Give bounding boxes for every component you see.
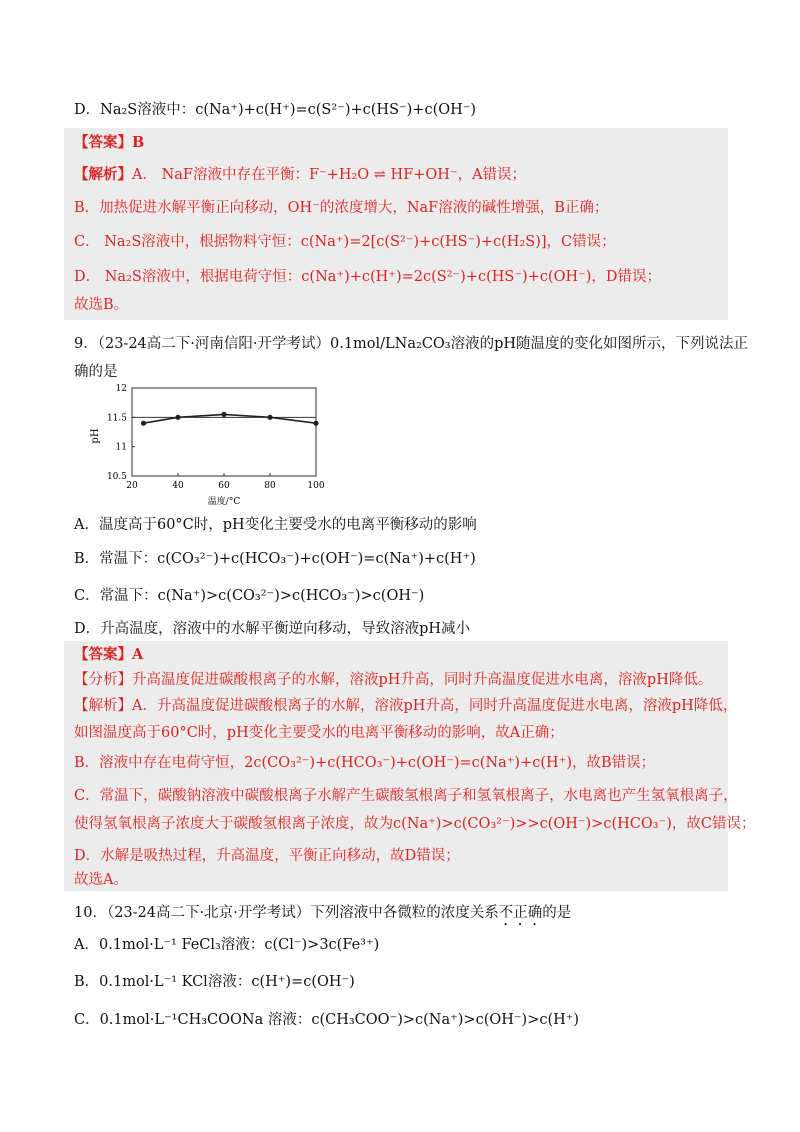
ph-temperature-chart bbox=[86, 380, 346, 510]
y-tick-label: 11.5 bbox=[106, 413, 127, 424]
q10-stem bbox=[74, 903, 571, 929]
analysis-line-a bbox=[74, 165, 526, 185]
answer-box-8 bbox=[64, 128, 728, 320]
q9-option-a: A．温度高于60°C时，pH变化主要受水的电离平衡移动的影响 bbox=[74, 517, 477, 533]
series-line bbox=[144, 414, 317, 423]
q9-option-d: D．升高温度，溶液中的水解平衡逆向移动，导致溶液pH减小 bbox=[74, 621, 471, 637]
q9-option-c: C．常温下：c(Na⁺)>c(CO₃²⁻)>c(HCO₃⁻)>c(OH⁻) bbox=[74, 588, 425, 604]
y-tick-label: 10.5 bbox=[106, 472, 127, 482]
fenxi-line: 【分析】升高温度促进碳酸根离子的水解，溶液pH升高，同时升高温度促进水电离，溶液pH降低。 bbox=[74, 672, 713, 688]
answer-label: 【答案】B bbox=[74, 134, 145, 151]
x-tick-label: 80 bbox=[264, 481, 276, 491]
q10-stem-emphasis: 不正确 bbox=[498, 905, 543, 921]
analysis-line-b: B．加热促进水解平衡正向移动，OH⁻的浓度增大，NaF溶液的碱性增强，B正确； bbox=[74, 200, 609, 216]
q9-stem-2: 确的是 bbox=[74, 364, 118, 380]
x-tick-label: 60 bbox=[218, 481, 230, 491]
x-axis-label: 温度/°C bbox=[207, 497, 241, 507]
data-point bbox=[313, 421, 318, 426]
data-point bbox=[267, 415, 272, 420]
plot-frame bbox=[132, 388, 316, 476]
q10-stem-post: 的是 bbox=[542, 905, 572, 921]
option-d-prev: D．Na₂S溶液中：c(Na⁺)+c(H⁺)=c(S²⁻)+c(HS⁻)+c(OH⁻) bbox=[74, 102, 477, 118]
q9-stem-1: 9．（23-24高二下·河南信阳·开学考试）0.1mol/LNa₂CO₃溶液的pH随温度的变化如图所示，下列说法正 bbox=[74, 336, 749, 352]
x-tick-label: 20 bbox=[126, 481, 138, 491]
y-axis-label: pH bbox=[90, 428, 101, 444]
y-tick-label: 11 bbox=[115, 442, 127, 453]
answer-label-2: 【答案】A bbox=[74, 646, 144, 663]
jiexi-line-c1: C．常温下，碳酸钠溶液中碳酸根离子水解产生碳酸氢根离子和氢氧根离子，水电离也产生氢氧根离子， bbox=[74, 788, 738, 804]
data-point bbox=[141, 421, 146, 426]
analysis-line-c: C． Na₂S溶液中，根据物料守恒：c(Na⁺)=2[c(S²⁻)+c(HS⁻)+c(H₂S)]，C错误； bbox=[74, 234, 616, 250]
jiexi-line-2: 如图温度高于60°C时，pH变化主要受水的电离平衡移动的影响，故A正确； bbox=[74, 725, 564, 741]
analysis-tag: 【解析】 bbox=[74, 166, 132, 183]
analysis-a-text: A． NaF溶液中存在平衡：F⁻+H₂O ⇌ HF+OH⁻，A错误； bbox=[132, 167, 527, 183]
analysis-line-d: D． Na₂S溶液中，根据电荷守恒：c(Na⁺)+c(H⁺)=2c(S²⁻)+c(HS⁻)+c(OH⁻)，D错误； bbox=[74, 269, 662, 285]
q10-option-a: A．0.1mol·L⁻¹ FeCl₃溶液：c(Cl⁻)>3c(Fe³⁺) bbox=[74, 937, 380, 953]
data-point bbox=[175, 415, 180, 420]
jiexi-line-1: 【解析】A．升高温度促进碳酸根离子的水解，溶液pH升高，同时升高温度促进水电离，溶液pH降低， bbox=[74, 698, 738, 714]
q10-stem-pre: 10．（23-24高二下·北京·开学考试）下列溶液中各微粒的浓度关系 bbox=[74, 905, 499, 921]
x-tick-label: 40 bbox=[172, 481, 184, 491]
analysis-conclusion: 故选B。 bbox=[74, 297, 129, 313]
q9-option-b: B．常温下：c(CO₃²⁻)+c(HCO₃⁻)+c(OH⁻)=c(Na⁺)+c(H⁺) bbox=[74, 551, 476, 567]
jiexi-conclusion: 故选A。 bbox=[74, 872, 128, 888]
x-tick-label: 100 bbox=[307, 481, 325, 491]
jiexi-line-c2: 使得氢氧根离子浓度大于碳酸氢根离子浓度，故为c(Na⁺)>c(CO₃²⁻)>>c(OH⁻)>c(HCO₃⁻)，故C错误； bbox=[74, 816, 756, 832]
q10-option-c: C．0.1mol·L⁻¹CH₃COONa 溶液：c(CH₃COO⁻)>c(Na⁺)>c(OH⁻)>c(H⁺) bbox=[74, 1012, 580, 1028]
jiexi-line-d: D．水解是吸热过程，升高温度，平衡正向移动，故D错误； bbox=[74, 848, 460, 864]
q10-option-b: B．0.1mol·L⁻¹ KCl溶液：c(H⁺)=c(OH⁻) bbox=[74, 974, 355, 990]
data-point bbox=[221, 412, 226, 417]
jiexi-line-b: B．溶液中存在电荷守恒，2c(CO₃²⁻)+c(HCO₃⁻)+c(OH⁻)=c(Na⁺)+c(H⁺)，故B错误； bbox=[74, 755, 656, 771]
y-tick-label: 12 bbox=[115, 384, 127, 394]
